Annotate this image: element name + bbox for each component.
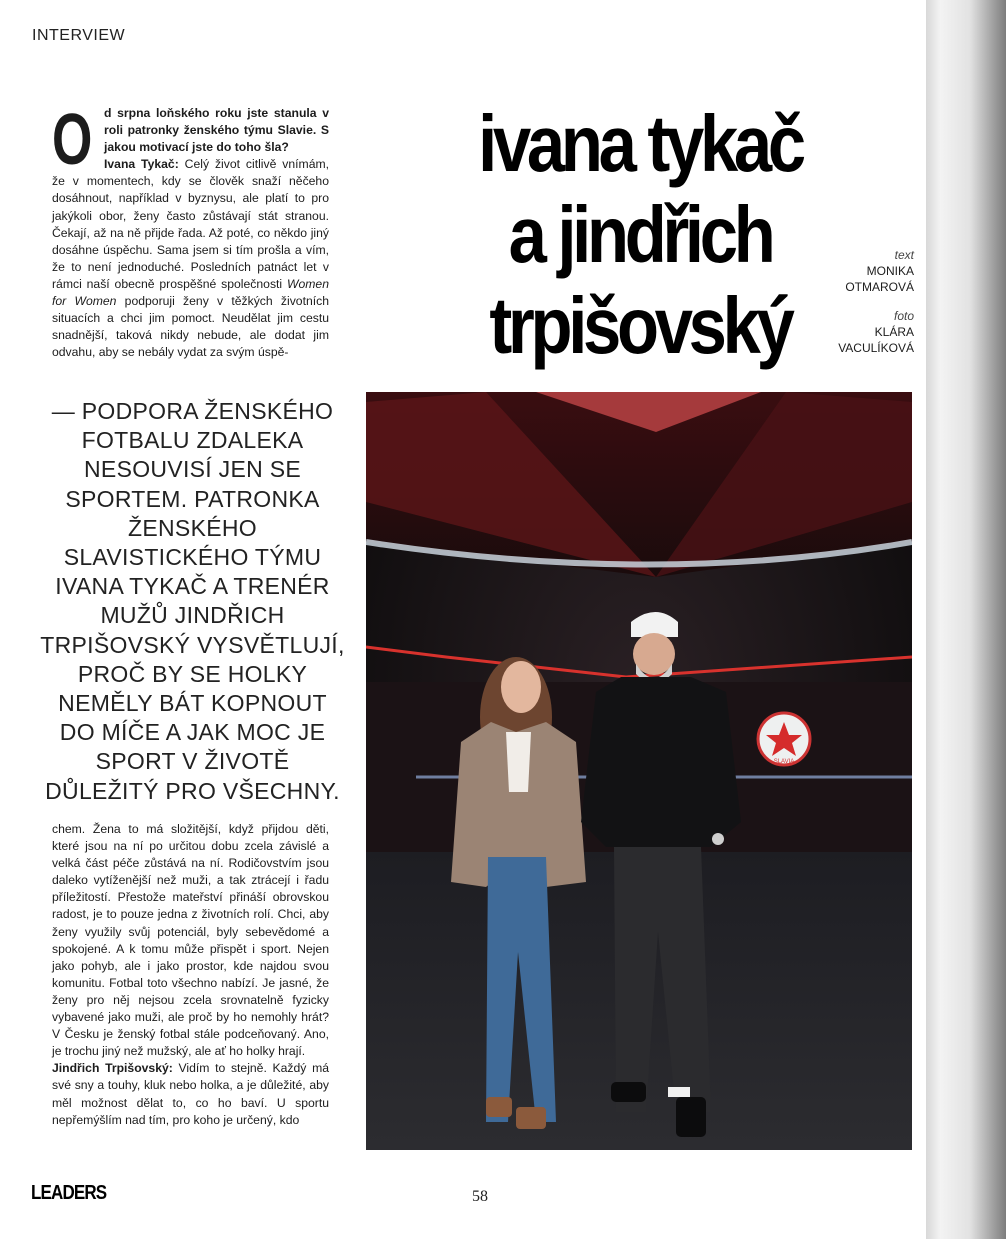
question-1: d srpna loňského roku jste stanula v roli patronky ženského týmu Slavie. S jakou motivací jste do toho šla? <box>104 106 329 155</box>
magazine-logo: LEADERS <box>31 1182 107 1204</box>
headline-line-2: a jindřich <box>508 190 772 279</box>
answer-1b: podporuji ženy v těžkých životních situacích a chci jim pomoct. Neudělat jim cestu snadnější, taková nikdy nebude, ale dodat jim odvahu, aby se nebály vydat za svým úspě- <box>52 294 329 360</box>
headline-line-1: ivana tykač <box>478 99 802 188</box>
text-credit-name-1: MONIKA <box>866 264 914 278</box>
answer-2: Vidím to stejně. Každý má své sny a touhy, kluk nebo holka, a je důležité, aby měl možnost dělat to, co ho baví. U sportu nepřemýšlím nad tím, pro koho je určený, kdo <box>52 1061 329 1127</box>
answer-1a: Celý život citlivě vnímám, že v momentech, kdy se člověk snaží něčeho dosáhnout, například v byznysu, ale platí to pro jakýkoli obor, ženy často zůstávají stát stranou. Čekají, až na ně přijde řada. Až poté, co někdo jiný dosáhne úspěchu. Sama jsem si tím prošla a vím, že to není jednoduché. Posledních patnáct let v rámci naší obecně prospěšné společnosti <box>52 157 330 291</box>
text-credit-label: text <box>894 248 914 262</box>
pull-quote: — PODPORA ŽENSKÉHO FOTBALU ZDALEKA NESOUVISÍ JEN SE SPORTEM. PATRONKA ŽENSKÉHO SLAVISTICKÉHO TÝMU IVANA TYKAČ A TRENÉR MUŽŮ JINDŘICH TRPIŠOVSKÝ VYSVĚTLUJÍ, PROČ BY SE HOLKY NEMĚLY BÁT KOPNOUT DO MÍČE A JAK MOC JE SPORT V ŽIVOTĚ DŮLEŽITÝ PRO VŠECHNY. <box>40 398 345 804</box>
photo-illustration <box>366 392 912 1150</box>
badge-text: SLAVIA <box>773 759 795 765</box>
photo-credit-label: foto <box>893 309 914 323</box>
answer-1-italic: Women for Women <box>52 276 329 309</box>
page-gutter-shadow <box>926 0 1006 1239</box>
headline <box>440 98 840 371</box>
credits <box>800 247 914 356</box>
speaker-jindrich: Jindřich Trpišovský: <box>52 1061 173 1076</box>
section-label: INTERVIEW <box>32 27 126 44</box>
text-credit-name-2: OTMAROVÁ <box>845 280 914 294</box>
speaker-ivana: Ivana Tykač: <box>104 157 179 172</box>
portrait-photo <box>366 392 912 1150</box>
drop-cap: O <box>52 100 93 180</box>
photo-credit-name-1: KLÁRA <box>874 325 914 339</box>
answer-1c: chem. Žena to má složitější, když přijdou děti, které jsou na ní po určitou dobu zcela závislé a velká část péče zůstává na ní. Rodičovstvím jsou daleko vytíženější než muži, a tak ztrácejí i řadu příležitostí. Přestože mateřství přináší obrovskou radost, je to pouze jedna z životních rolí. Chci, aby ženy využily svůj potenciál, byly sebevědomé a spokojené. A k tomu může přispět i sport. Nejen jako pohyb, ale i jako prostor, kde najdou svou komunitu. Fotbal toto všechno nabízí. Je jasné, že ženy pro něj nejsou zcela srovnatelně fyzicky vybavené jako muži, ale proč by ho nemohly hrát? V Česku je ženský fotbal stále podceňovaný. Ano, je trochu jiný než mužský, ale ať ho holky hrají. <box>52 822 329 1059</box>
headline-line-3: trpišovský <box>489 281 791 370</box>
continued-column <box>52 821 329 1129</box>
page-number: 58 <box>472 1188 488 1205</box>
photo-credit-name-2: VACULÍKOVÁ <box>838 341 914 355</box>
intro-column <box>52 100 330 361</box>
